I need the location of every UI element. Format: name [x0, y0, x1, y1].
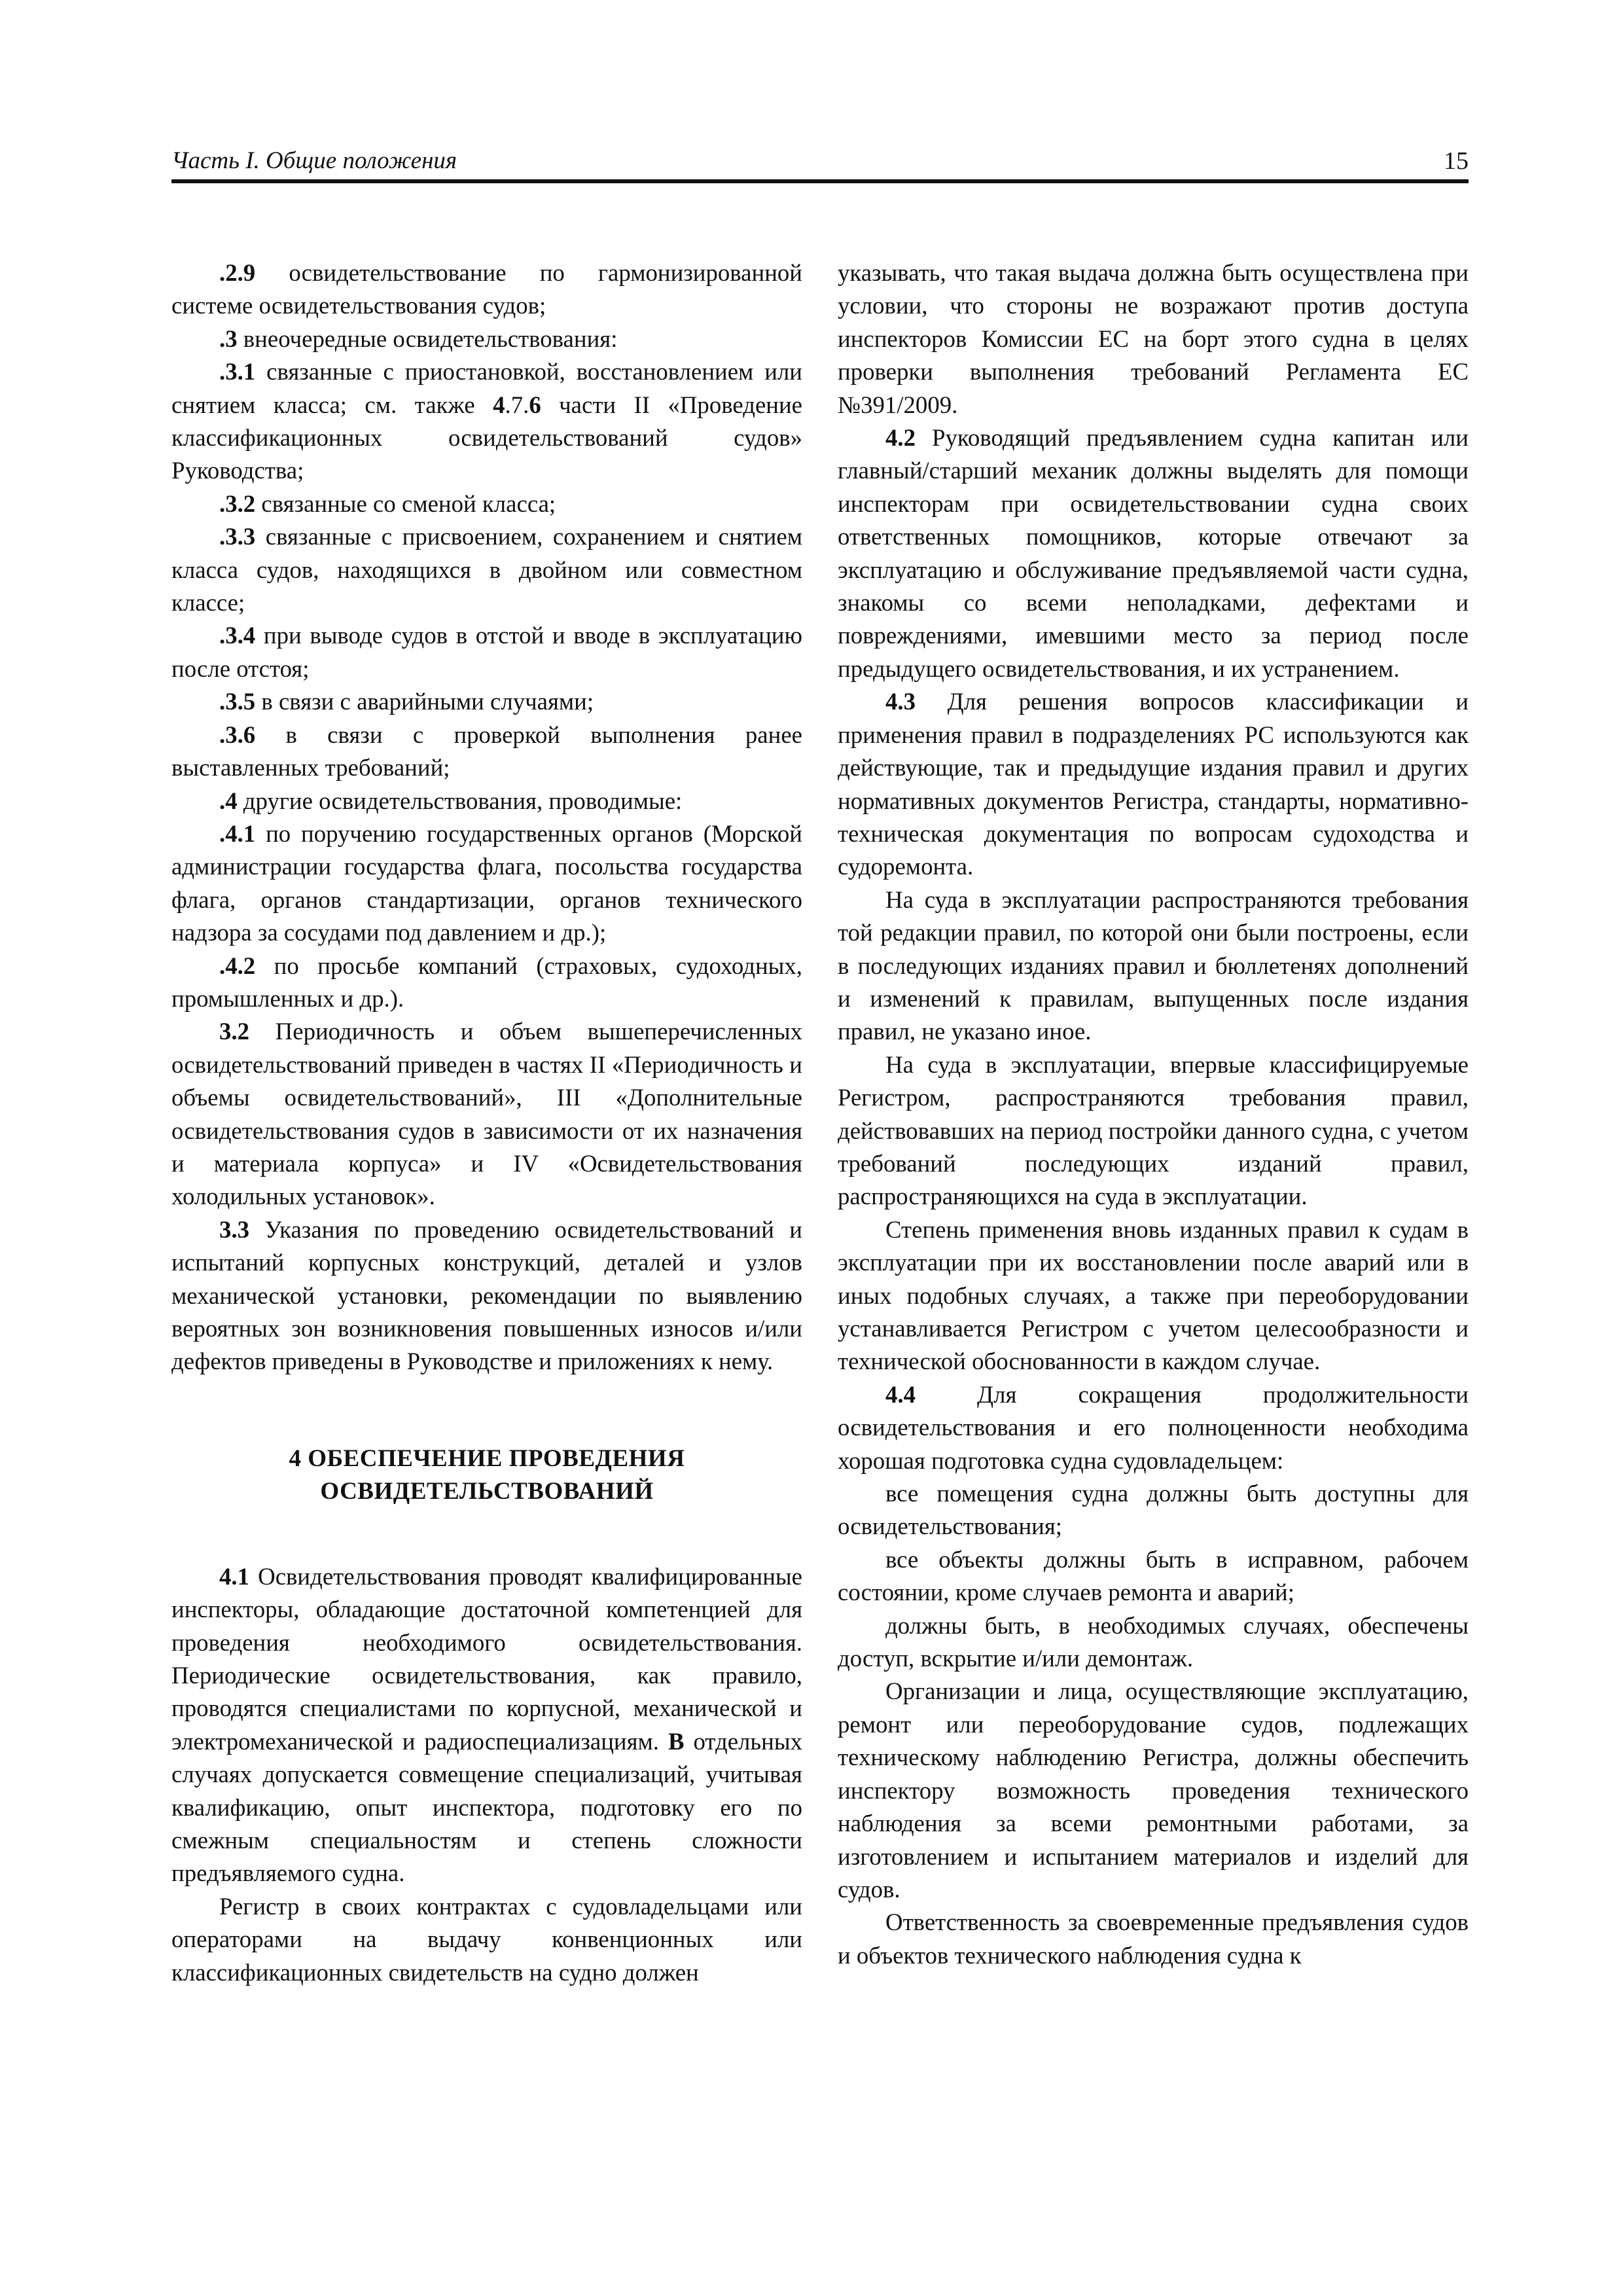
clause-number: 4.3 [885, 688, 916, 715]
running-header [171, 143, 1469, 183]
paragraph [171, 1015, 802, 1213]
paragraph-text: все объекты должны быть в исправном, рабочем состоянии, кроме случаев ремонта и аварий; [838, 1545, 1469, 1606]
paragraph-text: внеочередные освидетельствования: [237, 325, 618, 352]
paragraph-text: Для решения вопросов классификации и применения правил в подразделениях РС используются как действующие, так и предыдущие издания правил и других нормативных документов Регистра, стандарты, нормативно-техническая документация по вопросам судоходства и судоремонта. [838, 688, 1469, 880]
paragraph-text: Освидетельствования проводят квалифицированные инспекторы, обладающие достаточной компетенцией для проведения необходимого освидетельствования. Периодические освидетельствования, как правило, проводятся специалистами по корпусной, механической и электромеханической и радиоспециализациям. [171, 1562, 802, 1755]
clause-number: .3.3 [219, 523, 256, 550]
paragraph [171, 685, 802, 718]
paragraph [838, 1609, 1469, 1676]
clause-number: .4.2 [219, 952, 256, 979]
left-column [171, 257, 802, 1989]
section-heading [171, 1443, 802, 1508]
paragraph-text: должны быть, в необходимых случаях, обеспечены доступ, вскрытие и/или демонтаж. [838, 1611, 1469, 1672]
paragraph-text: в связи с проверкой выполнения ранее выставленных требований; [171, 721, 802, 781]
reference-number: 6 [529, 391, 541, 418]
paragraph-text: Для сокращения продолжительности освидетельствования и его полноценности необходима хорошая подготовка судна судовладельцем: [838, 1380, 1469, 1474]
paragraph-text: по поручению государственных органов (Морской администрации государства флага, посольства государства флага, органов стандартизации, органов технического надзора за сосудами под давлением и др.); [171, 819, 802, 946]
clause-number: .3.1 [219, 358, 256, 386]
clause-number: .3.6 [219, 721, 256, 748]
right-column [838, 257, 1469, 1972]
paragraph [171, 488, 802, 520]
paragraph [838, 884, 1469, 1049]
paragraph [171, 1560, 802, 1890]
clause-number: 4.2 [885, 424, 916, 452]
paragraph-text: На суда в эксплуатации распространяются требования той редакции правил, по которой они были построены, если в последующих изданиях правил и бюллетенях дополнений и изменений к правилам, выпущенных после издания правил, не указано иное. [838, 886, 1469, 1045]
paragraph-text: указывать, что такая выдача должна быть осуществлена при условии, что стороны не возражают против доступа инспекторов Комиссии ЕС на борт этого судна в целях проверки выполнения требований Регламента ЕС №391/2009. [838, 259, 1469, 418]
paragraph [838, 257, 1469, 422]
paragraph-text: На суда в эксплуатации, впервые классифицируемые Регистром, распространяются требования правил, действовавших на период постройки данного судна, с учетом требований последующих изданий правил, распространяющихся на суда в эксплуатации. [838, 1050, 1469, 1210]
paragraph [171, 619, 802, 685]
paragraph [838, 1675, 1469, 1906]
paragraph-text: Периодичность и объем вышеперечисленных освидетельствований приведен в частях II «Периодичность и объемы освидетельствований», III «Дополнительные освидетельствования судов в зависимости от их назначения и материала корпуса» и IV «Освидетельствования холодильных установок». [171, 1018, 802, 1210]
paragraph [838, 422, 1469, 685]
paragraph [838, 1906, 1469, 1972]
paragraph-text: другие освидетельствования, проводимые: [237, 787, 683, 814]
clause-number: 3.2 [219, 1018, 249, 1045]
paragraph [171, 520, 802, 619]
paragraph [171, 719, 802, 785]
paragraph-text: освидетельствование по гармонизированной системе освидетельствования судов; [171, 259, 802, 319]
paragraph [838, 1477, 1469, 1543]
header-title: Часть I. Общие положения [171, 147, 457, 174]
paragraph-text: по просьбе компаний (страховых, судоходных, промышленных и др.). [171, 952, 802, 1012]
clause-number: .4.1 [219, 819, 256, 847]
clause-number: .3.4 [219, 622, 256, 649]
paragraph [838, 1213, 1469, 1378]
paragraph-text: отдельных случаях допускается совмещение специализаций, учитывая квалификацию, опыт инспектора, подготовку его по смежным специальностям и степень сложности предъявляемого судна. [171, 1727, 802, 1887]
paragraph-text: связанные с приостановкой, восстановлением или снятием класса; см. также [171, 358, 802, 418]
paragraph [838, 1378, 1469, 1477]
paragraph [838, 685, 1469, 883]
paragraph-text: Регистр в своих контрактах с судовладельцами или операторами на выдачу конвенционных или классификационных свидетельств на судно должен [171, 1892, 802, 1986]
section-heading-line: ОСВИДЕТЕЛЬСТВОВАНИЙ [320, 1477, 654, 1505]
clause-number: .3 [219, 325, 238, 352]
clause-number: .4 [219, 787, 238, 814]
paragraph-text: в связи с аварийными случаями; [255, 688, 594, 715]
clause-number: 4.4 [885, 1380, 916, 1408]
bold-letter: В [668, 1727, 685, 1755]
paragraph [838, 1543, 1469, 1609]
clause-number: .3.2 [219, 490, 256, 517]
paragraph-text: Руководящий предъявлением судна капитан или главный/старший механик должны выделять для помощи инспекторам при освидетельствовании судна своих ответственных помощников, которые отвечают за эксплуатацию и обслуживание предъявляемой части судна, знакомы со всеми неполадками, дефектами и повреждениями, имевшими место за период после предыдущего освидетельствования, и их устранением. [838, 424, 1469, 682]
paragraph-text: связанные с присвоением, сохранением и снятием класса судов, находящихся в двойном или совместном классе; [171, 523, 802, 617]
paragraph-text: Организации и лица, осуществляющие эксплуатацию, ремонт или переоборудование судов, подлежащих техническому наблюдению Регистра, должны обеспечить инспектору возможность проведения технического наблюдения за всеми ремонтными работами, за изготовлением и испытанием материалов и изделий для судов. [838, 1677, 1469, 1903]
paragraph-text: Степень применения вновь изданных правил к судам в эксплуатации при их восстановлении после аварий или в иных подобных случаях, а также при переоборудовании устанавливается Регистром с учетом целесообразности и технической обоснованности в каждом случае. [838, 1215, 1469, 1375]
reference-number: .7. [505, 391, 529, 418]
paragraph-text: Указания по проведению освидетельствований и испытаний корпусных конструкций, деталей и узлов механической установки, рекомендации по выявлению вероятных зон возникновения повышенных износов и/или дефектов приведены в Руководстве и приложениях к нему. [171, 1215, 802, 1375]
paragraph [171, 257, 802, 323]
paragraph [838, 1049, 1469, 1213]
paragraph [171, 785, 802, 817]
reference-number: 4 [493, 391, 505, 418]
paragraph-text: все помещения судна должны быть доступны для освидетельствования; [838, 1480, 1469, 1540]
clause-number: .3.5 [219, 688, 256, 715]
paragraph [171, 355, 802, 488]
paragraph-text: связанные со сменой класса; [255, 490, 556, 517]
paragraph [171, 817, 802, 950]
paragraph-text: Ответственность за своевременные предъявления судов и объектов технического наблюдения судна к [838, 1909, 1469, 1969]
section-heading-line: 4 ОБЕСПЕЧЕНИЕ ПРОВЕДЕНИЯ [289, 1444, 685, 1472]
paragraph [171, 1890, 802, 1989]
clause-number: 4.1 [219, 1562, 249, 1590]
paragraph [171, 950, 802, 1016]
paragraph-text: при выводе судов в отстой и вводе в эксплуатацию после отстоя; [171, 622, 802, 682]
page-number: 15 [1444, 147, 1469, 175]
paragraph [171, 1213, 802, 1378]
paragraph-text: части II «Проведение классификационных освидетельствований судов» Руководства; [171, 391, 802, 484]
clause-number: 3.3 [219, 1215, 249, 1243]
paragraph [171, 323, 802, 355]
clause-number: .2.9 [219, 259, 256, 286]
